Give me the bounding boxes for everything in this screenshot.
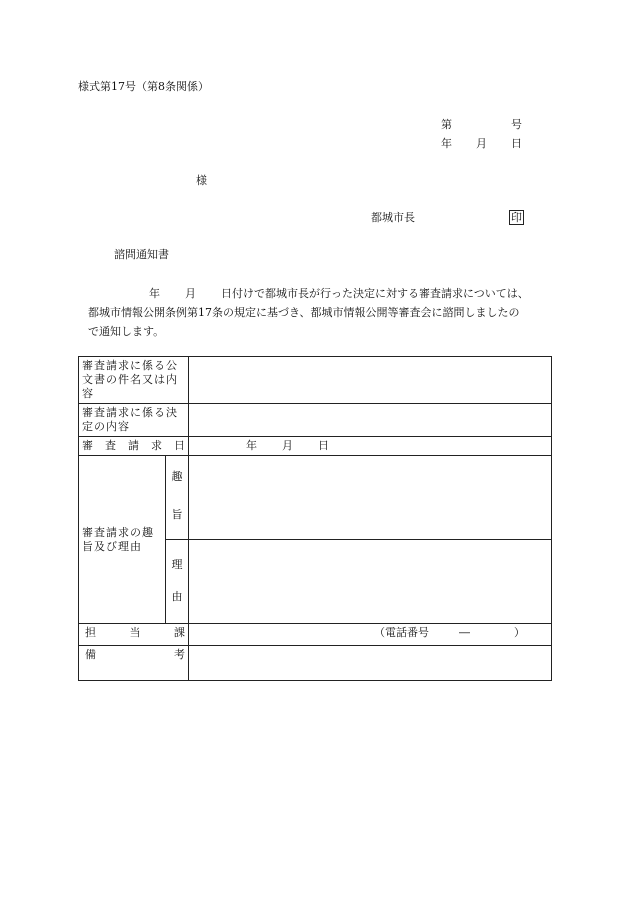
field-document-subject[interactable]: [189, 357, 552, 404]
label-decision-content: 審査請求に係る決定の内容: [79, 404, 189, 437]
addressee-honorific: 様: [196, 174, 207, 187]
body-line-2: 都城市情報公開条例第17条の規定に基づき、都城市情報公開等審査会に諮問しましたの: [88, 306, 520, 319]
label-request-date: 審 査 請 求 日: [79, 437, 189, 456]
body-year: 年: [149, 287, 160, 300]
request-date-day: 日: [318, 439, 329, 452]
field-request-date[interactable]: [189, 437, 552, 456]
date-day: 日: [511, 137, 522, 150]
phone-dash: ―: [459, 626, 470, 639]
label-department: 担 当 課: [79, 624, 189, 646]
field-department[interactable]: [189, 624, 552, 646]
body-month: 月: [185, 287, 196, 300]
field-reason[interactable]: [189, 540, 552, 624]
request-date-month: 月: [282, 439, 293, 452]
label-document-subject: 審査請求に係る公文書の件名又は内容: [79, 357, 189, 404]
body-text: [88, 284, 558, 341]
table-row-department: [79, 624, 552, 646]
phone-label: （電話番号: [374, 626, 429, 639]
field-purpose[interactable]: [189, 456, 552, 540]
date-month: 月: [476, 137, 487, 150]
label-remarks: 備 考: [79, 646, 189, 681]
doc-title: 諮問通知書: [114, 248, 169, 261]
request-date-year: 年: [246, 439, 257, 452]
date-year: 年: [441, 137, 452, 150]
body-line-3: で通知します。: [88, 325, 165, 338]
seal-mark: 印: [511, 211, 522, 224]
table-row-purpose: [79, 456, 552, 540]
sub-label-reason: 理 由: [166, 540, 189, 624]
sub-label-purpose: 趣 旨: [166, 456, 189, 540]
sender-title: 都城市長: [371, 211, 415, 224]
doc-number-dai: 第: [441, 118, 452, 131]
body-line-1: [88, 284, 558, 303]
table-row-decision: [79, 404, 552, 437]
field-decision-content[interactable]: [189, 404, 552, 437]
table-row-request-date: [79, 437, 552, 456]
table-row-remarks: [79, 646, 552, 681]
inquiry-form-table: [78, 356, 552, 681]
form-number: 様式第17号（第8条関係）: [78, 80, 209, 93]
body-line-1-rest: 日付けで都城市長が行った決定に対する審査請求については、: [221, 287, 529, 300]
label-purpose-and-reason: 審査請求の趣旨及び理由: [79, 456, 166, 624]
table-row-document: [79, 357, 552, 404]
field-remarks[interactable]: [189, 646, 552, 681]
phone-close: ）: [514, 626, 525, 639]
doc-number-go: 号: [511, 118, 522, 131]
